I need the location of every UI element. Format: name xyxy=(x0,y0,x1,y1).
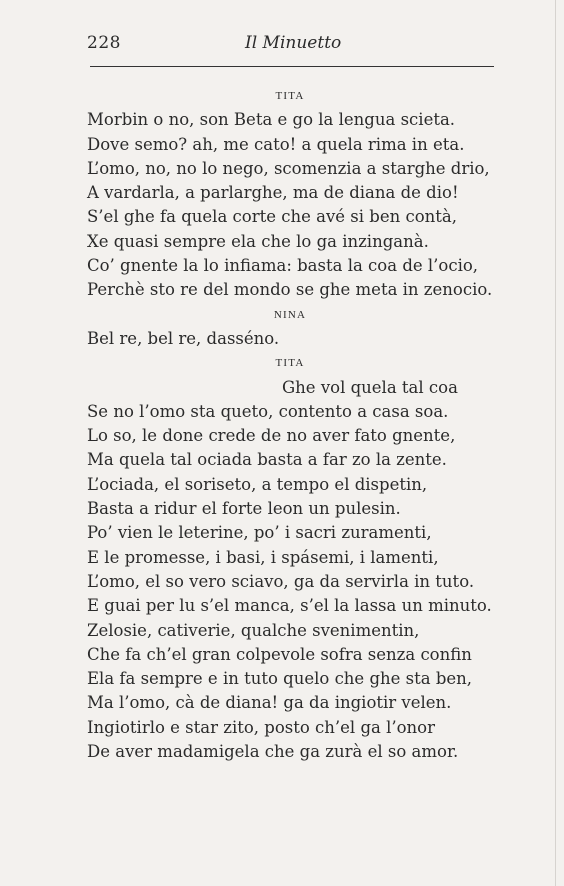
verse-line: Dove semo? ah, me cato! a quela rima in eta. xyxy=(87,134,465,154)
verse-line-indented: Ghe vol quela tal coa xyxy=(282,377,458,397)
verse-line: Ma l’omo, cà de diana! ga da ingiotir velen. xyxy=(87,693,452,713)
verse-line: Perchè sto re del mondo se ghe meta in zenocio. xyxy=(87,280,493,300)
verse-line: A vardarla, a parlarghe, ma de diana de dio! xyxy=(87,183,459,203)
verse-line: Zelosie, cativerie, qualche svenimentin, xyxy=(87,620,420,640)
verse-line: L’omo, el so vero sciavo, ga da servirla in tuto. xyxy=(87,571,475,591)
speaker-label: NINA xyxy=(273,308,307,321)
verse-line: Ma quela tal ociada basta a far zo la zente. xyxy=(87,450,447,470)
verse-line: E guai per lu s’el manca, s’el la lassa un minuto. xyxy=(87,596,492,616)
speaker-label: TITA xyxy=(275,357,305,370)
verse-line: L’omo, no, no lo nego, scomenzia a starghe drio, xyxy=(87,158,490,178)
header-rule xyxy=(90,66,494,67)
verse-line: Co’ gnente la lo infiama: basta la coa de l’ocio, xyxy=(87,256,479,276)
verse-line: De aver madamigela che ga zurà el so amor. xyxy=(87,742,459,762)
verse-line: Morbin o no, son Beta e go la lengua scieta. xyxy=(87,110,456,130)
page-number: 228 xyxy=(87,33,121,53)
verse-line: Se no l’omo sta queto, contento a casa soa. xyxy=(87,401,449,421)
speaker-label: TITA xyxy=(275,90,305,102)
page-edge xyxy=(555,0,556,886)
page-header xyxy=(87,33,493,57)
verse-line: Po’ vien le leterine, po’ i sacri zuramenti, xyxy=(87,523,432,543)
verse-line: Basta a ridur el forte leon un pulesin. xyxy=(87,499,401,519)
verse-text xyxy=(87,84,507,764)
running-title: Il Minuetto xyxy=(245,33,342,53)
verse-line: Ingiotirlo e star zito, posto ch’el ga l’onor xyxy=(87,717,435,737)
verse-line: Xe quasi sempre ela che lo ga inzinganà. xyxy=(87,231,429,251)
verse-line: L’ociada, el soriseto, a tempo el dispetin, xyxy=(87,474,428,494)
verse-line: Lo so, le done crede de no aver fato gnente, xyxy=(87,426,456,446)
verse-line: E le promesse, i basi, i spásemi, i lamenti, xyxy=(87,547,439,567)
verse-line: S’el ghe fa quela corte che avé si ben contà, xyxy=(87,207,457,227)
verse-line: Che fa ch’el gran colpevole sofra senza confin xyxy=(87,644,472,664)
verse-line: Bel re, bel re, dasséno. xyxy=(87,328,280,348)
verse-line: Ela fa sempre e in tuto quelo che ghe sta ben, xyxy=(87,669,473,689)
